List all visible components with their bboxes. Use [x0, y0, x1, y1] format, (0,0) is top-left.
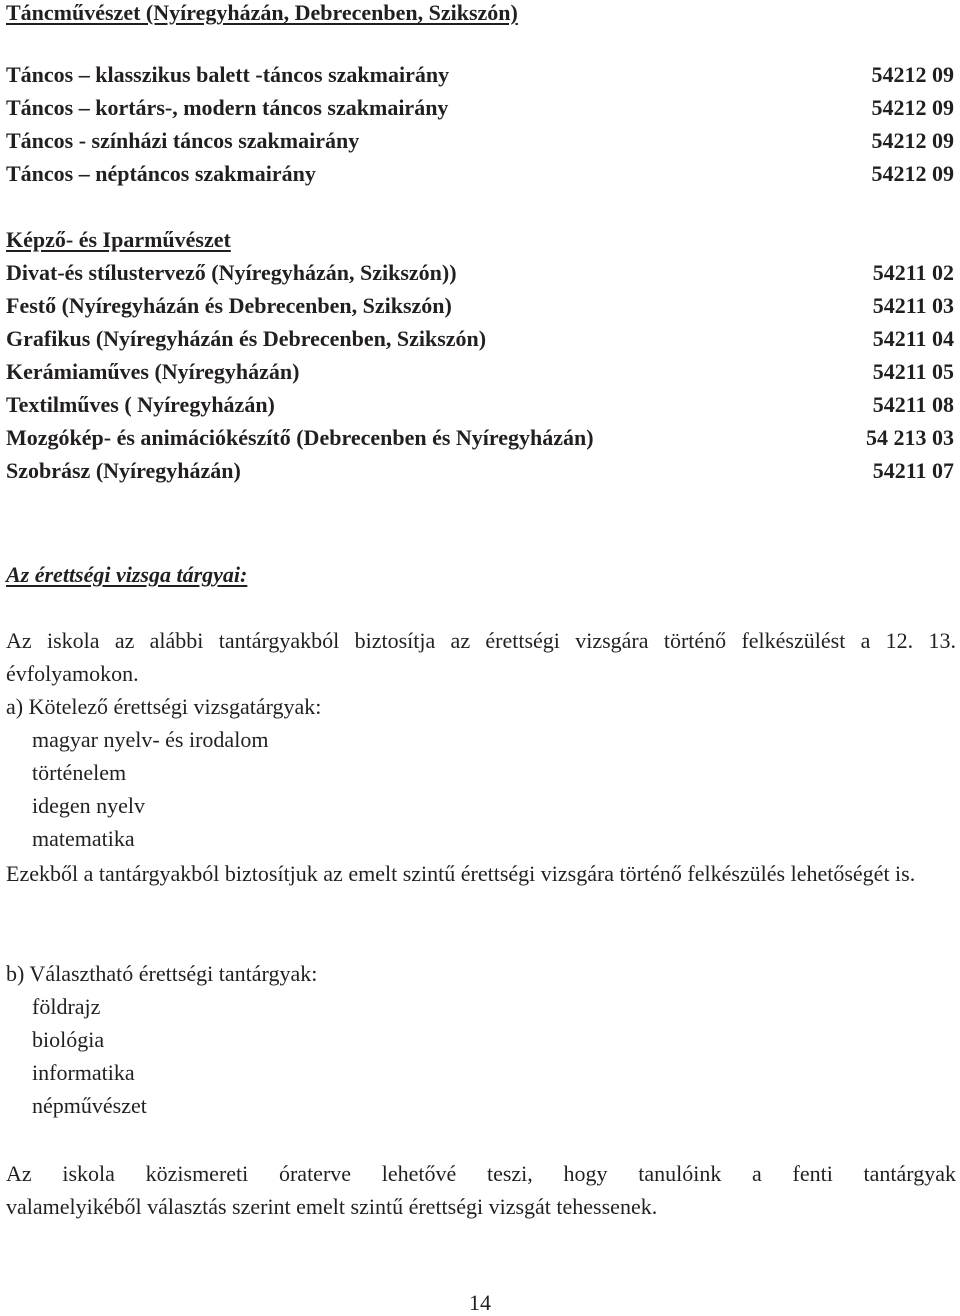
optional-subject-item: népművészet	[32, 1093, 147, 1118]
program-code: 54212 09	[871, 128, 954, 153]
optional-subject-item: biológia	[32, 1027, 105, 1052]
program-row	[6, 293, 954, 323]
page-number: 14	[469, 1290, 491, 1315]
program-row	[6, 260, 954, 290]
advanced-level-note: Ezekből a tantárgyakból biztosítjuk az emelt szintű érettségi vizsgára történő felkészülés lehetőségét is.	[6, 861, 916, 886]
mandatory-subject-item: idegen nyelv	[32, 793, 146, 818]
program-code: 54211 02	[872, 260, 954, 285]
program-name: Táncos – kortárs-, modern táncos szakmairány	[6, 95, 449, 120]
program-row	[6, 95, 954, 125]
program-name: Festő (Nyíregyházán és Debrecenben, Szikszón)	[6, 293, 452, 318]
program-name: Kerámiaműves (Nyíregyházán)	[6, 359, 300, 384]
program-row	[6, 161, 954, 191]
program-code: 54211 04	[872, 326, 954, 351]
program-name: Táncos – néptáncos szakmairány	[6, 161, 316, 186]
program-row	[6, 359, 954, 389]
program-row	[6, 392, 954, 422]
program-row	[6, 458, 954, 488]
program-code: 54211 08	[872, 392, 954, 417]
program-name: Textilműves ( Nyíregyházán)	[6, 392, 275, 417]
closing-paragraph-line-1: Az iskola közismereti óraterve lehetővé teszi, hogy tanulóink a fenti tantárgyak	[6, 1161, 956, 1186]
mandatory-subject-item: matematika	[32, 826, 135, 851]
program-code: 54211 07	[872, 458, 954, 483]
program-name: Szobrász (Nyíregyházán)	[6, 458, 241, 483]
program-code: 54212 09	[871, 161, 954, 186]
program-code: 54212 09	[871, 62, 954, 87]
exam-section-title: Az érettségi vizsga tárgyai:	[6, 562, 248, 587]
program-name: Táncos - színházi táncos szakmairány	[6, 128, 360, 153]
exam-intro-paragraph: Az iskola az alábbi tantárgyakból biztosítja az érettségi vizsgára történő felkészülést a 12. 13. évfolyamokon.	[6, 628, 956, 686]
program-name: Táncos – klasszikus balett -táncos szakmairány	[6, 62, 450, 87]
mandatory-subject-item: magyar nyelv- és irodalom	[32, 727, 269, 752]
mandatory-subjects-heading: a) Kötelező érettségi vizsgatárgyak:	[6, 694, 322, 719]
optional-subject-item: földrajz	[32, 994, 101, 1019]
dance-section-title: Táncművészet (Nyíregyházán, Debrecenben, Szikszón)	[6, 0, 518, 25]
program-name: Mozgókép- és animációkészítő (Debrecenben és Nyíregyházán)	[6, 425, 594, 450]
program-row	[6, 128, 954, 158]
program-row	[6, 62, 954, 92]
program-code: 54211 05	[872, 359, 954, 384]
optional-subject-item: informatika	[32, 1060, 135, 1085]
closing-paragraph-line-2: valamelyikéből választás szerint emelt szintű érettségi vizsgát tehessenek.	[6, 1194, 658, 1219]
optional-subjects-heading: b) Választható érettségi tantárgyak:	[6, 961, 318, 986]
program-code: 54212 09	[871, 95, 954, 120]
program-code: 54 213 03	[866, 425, 954, 450]
program-name: Divat-és stílustervező (Nyíregyházán, Szikszón))	[6, 260, 457, 285]
mandatory-subject-item: történelem	[32, 760, 127, 785]
program-code: 54211 03	[872, 293, 954, 318]
art-section-title: Képző- és Iparművészet	[6, 227, 231, 252]
program-row	[6, 425, 954, 455]
program-row	[6, 326, 954, 356]
program-name: Grafikus (Nyíregyházán és Debrecenben, Szikszón)	[6, 326, 487, 351]
